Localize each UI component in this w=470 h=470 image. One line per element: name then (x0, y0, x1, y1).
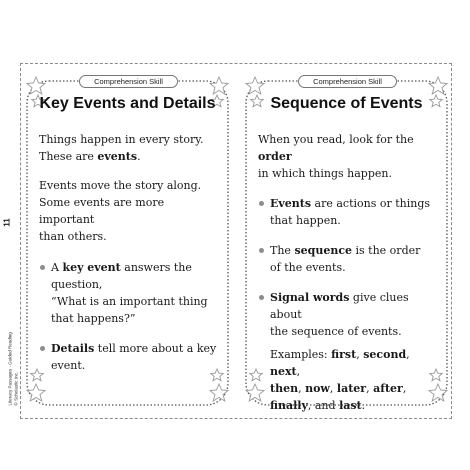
paragraph: Things happen in every story. These are events. (39, 133, 204, 163)
bullet-item: Signal words give clues about the sequence of events. (258, 289, 440, 340)
card-body (258, 131, 440, 414)
card-title: Key Events and Details (39, 95, 216, 112)
bullet-icon (259, 295, 264, 300)
skill-label: Comprehension Skill (79, 75, 178, 88)
signal-word-examples: Examples: first, second, next, then, now, later, after, finally, and last. (270, 348, 410, 412)
bullet-icon (40, 346, 45, 351)
bullet-item: The sequence is the order of the events. (258, 242, 440, 276)
card-body (39, 131, 221, 387)
sequence-card (243, 73, 450, 412)
paragraph: Events move the story along. Some events are more important than others. (39, 179, 202, 243)
star-icon (27, 77, 45, 94)
star-icon (246, 77, 264, 94)
bullet-item: Details tell more about a key event. (39, 340, 221, 374)
bullet-item: A key event answers the question, “What is an important thing that happens?” (39, 259, 221, 327)
page-number: 11 (2, 218, 12, 227)
card-title: Sequence of Events (270, 95, 423, 112)
key-events-card (24, 73, 231, 409)
copyright-note: Literacy Passages · Guided Reading © Scholastic Inc. (7, 332, 18, 406)
paragraph: When you read, look for the order in which things happen. (258, 133, 414, 180)
bullet-icon (259, 248, 264, 253)
bullet-icon (259, 201, 264, 206)
bullet-item: Events are actions or things that happen. (258, 195, 440, 229)
skill-label: Comprehension Skill (298, 75, 397, 88)
bullet-icon (40, 265, 45, 270)
